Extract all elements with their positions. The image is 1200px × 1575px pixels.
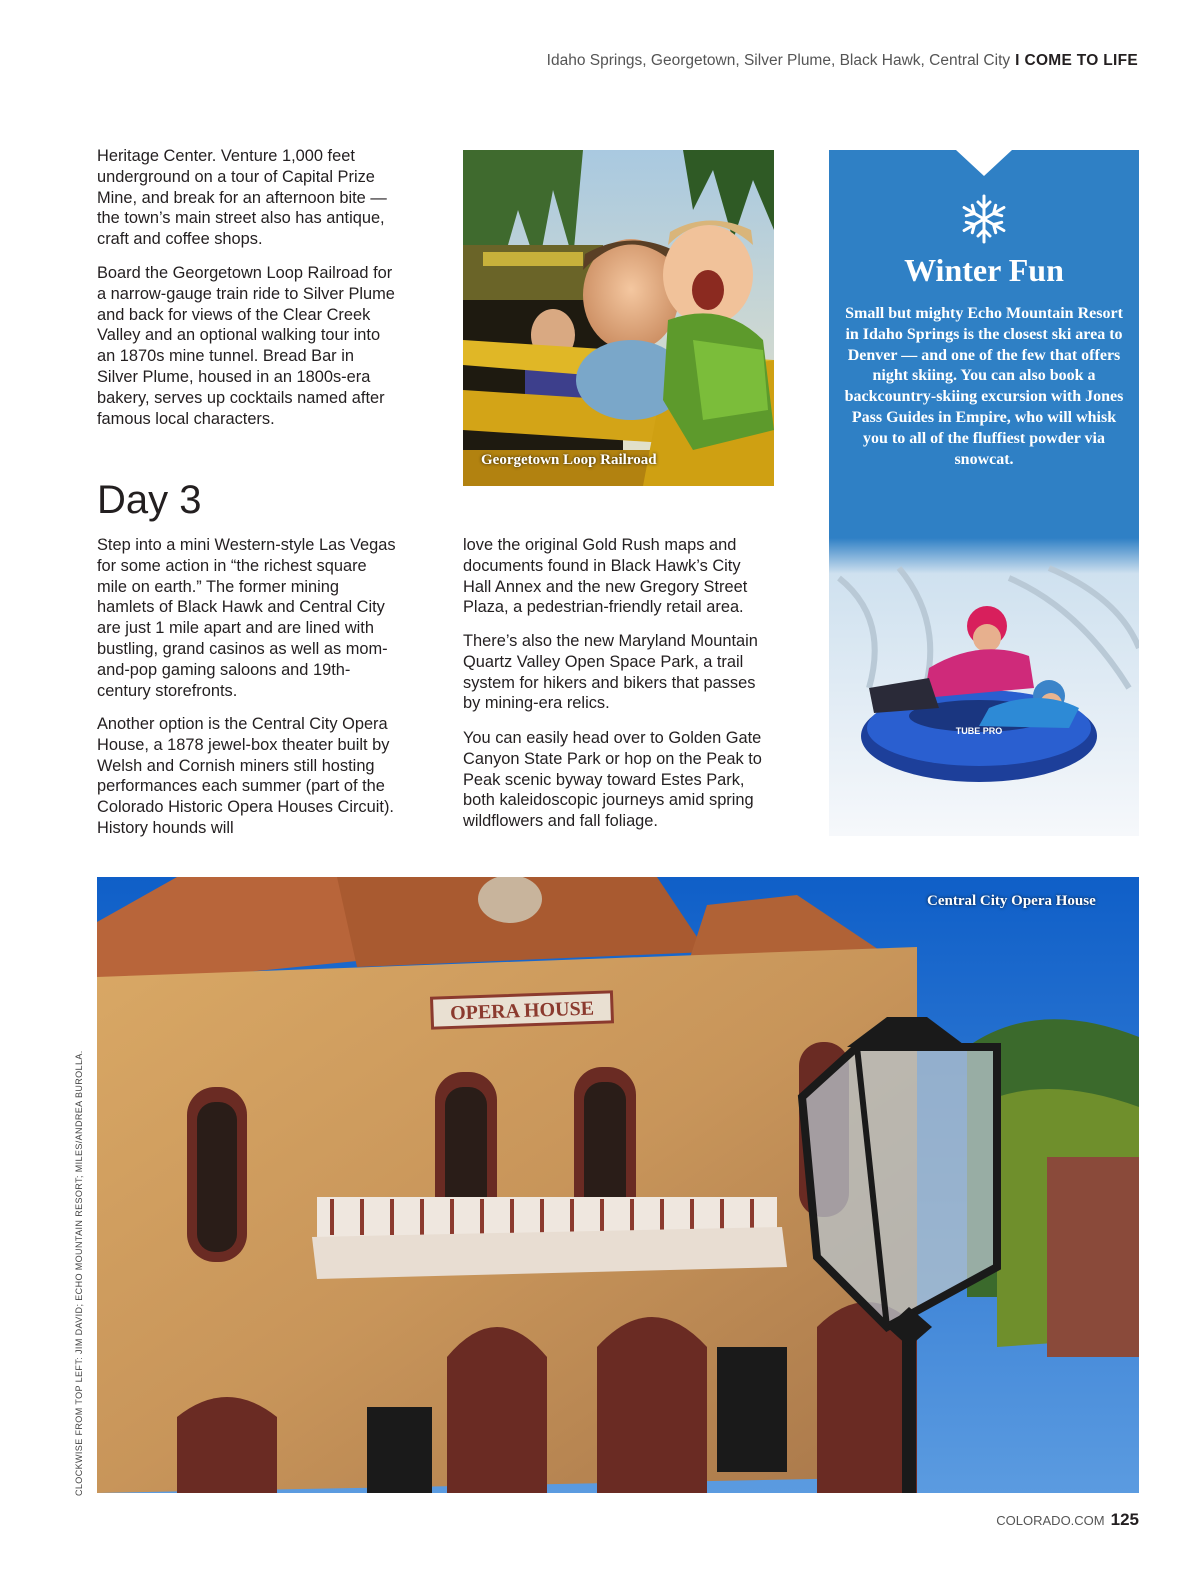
page-footer [996, 1510, 1139, 1530]
snow-tubing-photo [829, 538, 1139, 836]
header-separator: I [1015, 52, 1020, 69]
opera-house-sign: OPERA HOUSE [449, 997, 595, 1025]
body-paragraph: There’s also the new Maryland Mountain Quartz Valley Open Space Park, a trail system for hikers and bikers that passes by mining-era relics. [463, 632, 758, 713]
day-heading: Day 3 [97, 478, 202, 522]
body-paragraph: Board the Georgetown Loop Railroad for a narrow-gauge train ride to Silver Plume and back for views of the Clear Creek Valley and an optional walking tour into an 1870s mine tunnel. Bread Bar in Silver Plume, housed in an 1800s-era bakery, serves up cocktails named after famous local characters. [97, 264, 395, 428]
photo-credit: CLOCKWISE FROM TOP LEFT: JIM DAVID; ECHO MOUNTAIN RESORT; MILES/ANDREA BUROLLA. [74, 1050, 84, 1496]
body-paragraph: Step into a mini Western-style Las Vegas for some action in “the richest square mile on earth.” The former mining hamlets of Black Hawk and Central City are just 1 mile apart and are lined with bustling, grand casinos as well as mom-and-pop gaming saloons and 19th-century storefronts. [97, 536, 396, 700]
winter-fun-sidebar [829, 150, 1139, 836]
header-locations: Idaho Springs, Georgetown, Silver Plume, Black Hawk, Central City [546, 52, 1011, 69]
header-section: COME TO LIFE [1024, 52, 1138, 69]
body-paragraph: Heritage Center. Venture 1,000 feet underground on a tour of Capital Prize Mine, and break for an afternoon bite — the town’s main street also has antique, craft and coffee shops. [97, 147, 387, 249]
running-header [547, 52, 1138, 70]
georgetown-train-photo [463, 150, 774, 486]
body-paragraph: love the original Gold Rush maps and documents found in Black Hawk’s City Hall Annex and the new Gregory Street Plaza, a pedestrian-friendly retail area. [463, 536, 748, 617]
sidebar-notch [956, 150, 1012, 176]
tube-brand: TUBE PRO [955, 726, 1003, 736]
footer-site: COLORADO.COM [996, 1513, 1105, 1528]
photo-caption: Georgetown Loop Railroad [481, 452, 657, 468]
sidebar-text: Small but mighty Echo Mountain Resort in Idaho Springs is the closest ski area to Denver — and one of the few that offers night skiing. You can also book a backcountry-skiing excursion with Jones Pass Guides in Empire, who will whisk you to all of the fluffiest powder via snowcat. [844, 305, 1124, 468]
body-paragraph: You can easily head over to Golden Gate Canyon State Park or hop on the Peak to Peak scenic byway toward Estes Park, both kaleidoscopic journeys amid spring wildflowers and fall foliage. [463, 729, 762, 831]
sidebar-title: Winter Fun [904, 252, 1064, 288]
body-paragraph: Another option is the Central City Opera House, a 1878 jewel-box theater built by Welsh and Cornish miners still hosting performances each summer (part of the Colorado Historic Opera Houses Circuit). History hounds will [97, 715, 394, 837]
photo-caption: Central City Opera House [927, 893, 1096, 909]
snowflake-icon [959, 192, 1009, 246]
page-number: 125 [1110, 1510, 1139, 1529]
opera-house-photo [97, 877, 1139, 1493]
